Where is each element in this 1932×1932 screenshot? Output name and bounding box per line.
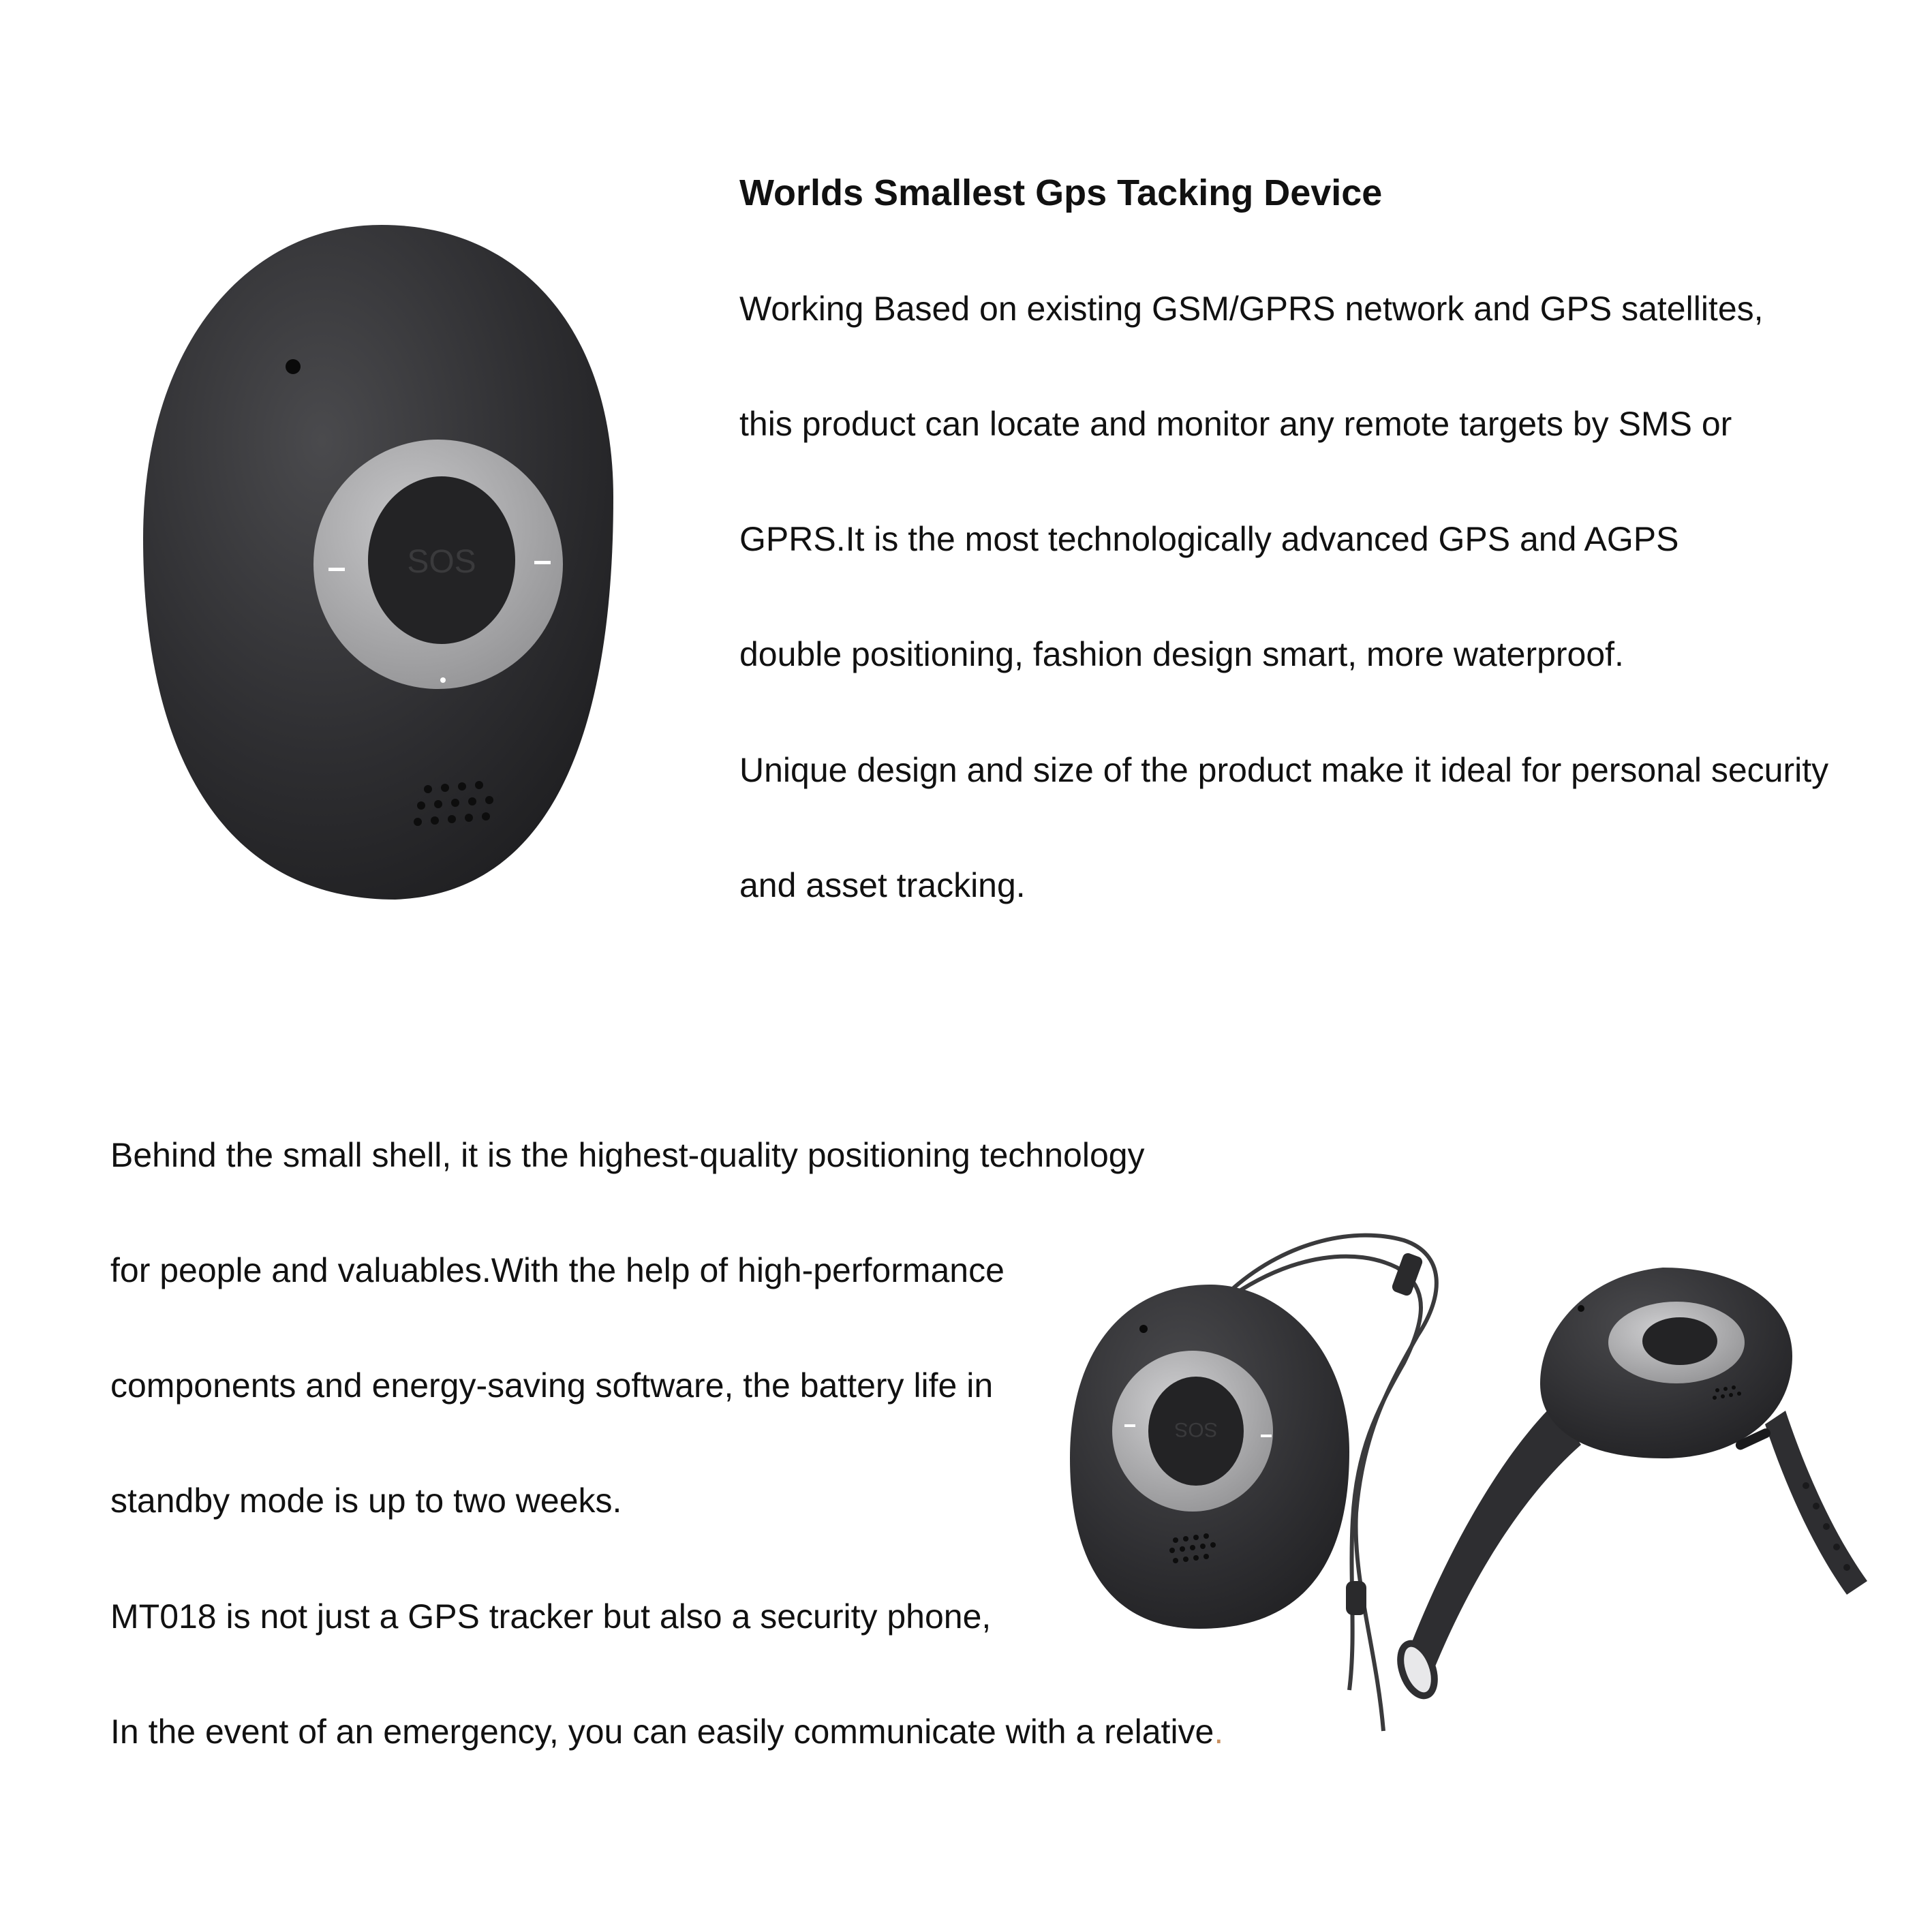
detail-line [110, 1708, 1223, 1755]
intro-line: and asset tracking. [739, 866, 1026, 904]
intro-line: Working Based on existing GSM/GPRS network and GPS satellites, [739, 290, 1764, 328]
intro-line: Unique design and size of the product make it ideal for personal security [739, 751, 1829, 789]
sos-button-label: SOS [407, 544, 476, 580]
intro-line: this product can locate and monitor any remote targets by SMS or [739, 405, 1732, 443]
detail-line: for people and valuables.With the help of high-performance [110, 1251, 1005, 1289]
detail-line: Behind the small shell, it is the highest-quality positioning technology [110, 1136, 1145, 1174]
device-variants-image [1063, 1227, 1881, 1745]
final-period: . [1214, 1713, 1224, 1751]
product-title: Worlds Smallest Gps Tacking Device [739, 172, 1383, 213]
detail-line: MT018 is not just a GPS tracker but also a security phone, [110, 1597, 992, 1636]
intro-line: double positioning, fashion design smart, more waterproof. [739, 635, 1624, 673]
wristband [1394, 1268, 1867, 1700]
detail-line: standby mode is up to two weeks. [110, 1482, 622, 1520]
sos-device-image [136, 211, 627, 913]
svg-text:SOS: SOS [1174, 1418, 1218, 1441]
detail-line: components and energy-saving software, the battery life in [110, 1366, 994, 1405]
microphone-hole [286, 359, 301, 374]
detail-line-text: In the event of an emergency, you can easily communicate with a relative [110, 1713, 1214, 1751]
intro-line: GPRS.It is the most technologically advanced GPS and AGPS [739, 520, 1679, 558]
